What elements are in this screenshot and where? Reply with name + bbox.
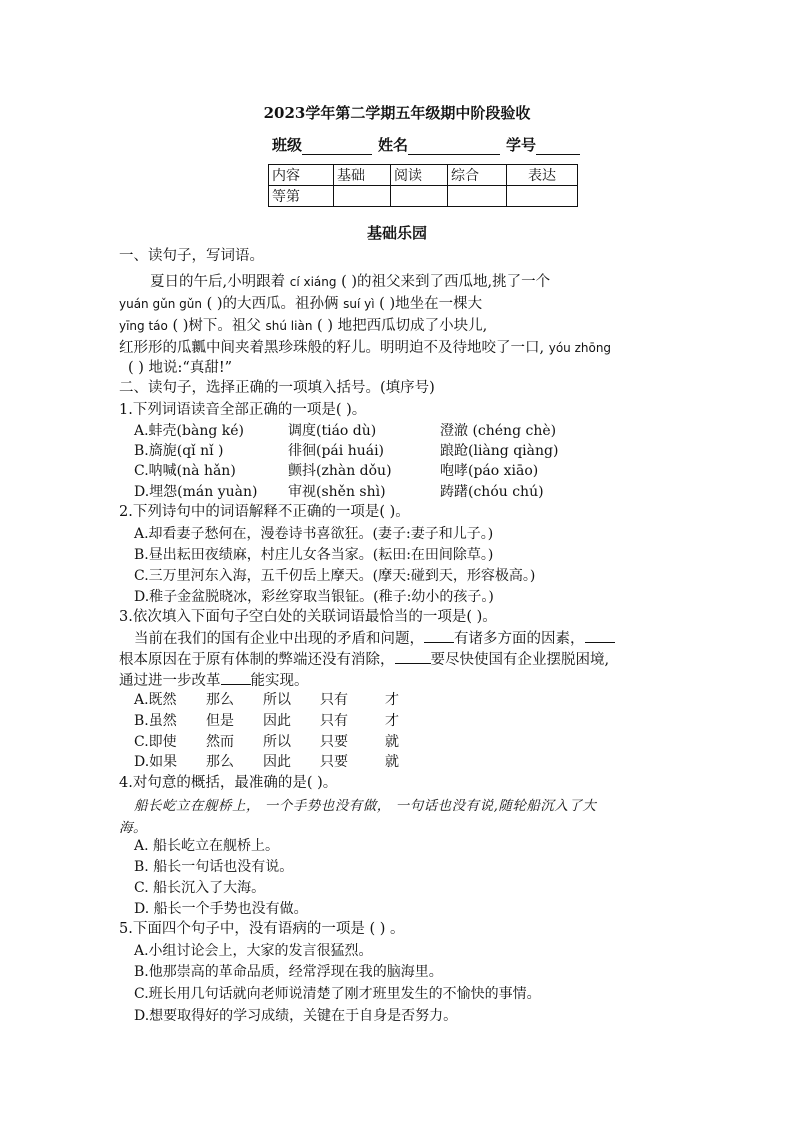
option-A-word-3: 所以 [263,692,291,708]
score-head-cell: 基础 [334,165,391,186]
option-B[interactable]: B.他那崇高的革命品质，经常浮现在我的脑海里。 [134,964,443,980]
answer-blank[interactable]: ( )的大西瓜。祖孙俩 [206,296,339,312]
q2-4-stem: 4.对句意的概括，最准确的是( )。 [119,775,338,791]
option-C-word-3: 所以 [263,734,291,750]
option-B[interactable]: B.昼出耘田夜绩麻，村庄儿女各当家。(耘田:在田间除草。) [134,547,494,563]
option-C[interactable]: C.班长用几句话就向老师说清楚了刚才班里发生的不愉快的事情。 [134,986,541,1002]
q1-line-4: 红形形的瓜瓤中间夹着黑珍珠般的籽儿。明明迫不及待地咬了一口, yóu zhōng [119,340,612,356]
q2-1-stem: 1.下列词语读音全部正确的一项是( )。 [119,402,367,418]
q1-line-2 [119,294,482,314]
option-B-word-5: 才 [385,713,399,729]
option-D-word-3: 因此 [263,754,291,770]
option-D[interactable]: D.想要取得好的学习成绩，关键在于自身是否努力。 [134,1008,458,1024]
fill-blank[interactable] [424,628,454,643]
pinyin: yóu zhōng [548,341,612,355]
score-head-cell: 综合 [448,165,507,186]
q2-3-passage-line-3: 通过进一步改革 能实现。 [119,670,309,691]
pinyin: yuán gǔn gǔn [119,297,202,311]
option-A-word-2: 调度(tiáo dù) [288,423,377,439]
pinyin: shú liàn [265,319,313,333]
option-A[interactable]: A.小组讨论会上，大家的发言很猛烈。 [134,943,373,959]
pinyin: yīng táo [119,319,168,333]
q2-4-quote-line-2: 海。 [119,820,147,836]
q2-4-quote-line-1: 船长屹立在舰桥上， 一个手势也没有做， 一句话也没有说,随轮船沉入了大 [134,798,597,814]
option-D-word-2: 审视(shěn shì) [288,484,386,500]
q2-3-passage-line-1: 当前在我们的国有企业中出现的矛盾和问题， 有诸多方面的因素， [134,628,615,649]
class-blank[interactable] [302,138,372,155]
option-D[interactable]: D.稚子金盆脱晓冰，彩丝穿取当银钲。(稚子:幼小的孩子。) [134,589,494,605]
score-head-cell: 内容 [269,165,334,186]
student-info-row [272,134,586,155]
option-C-word-2: 颤抖(zhàn dǒu) [288,463,392,479]
answer-blank[interactable]: ( )地坐在一棵大 [379,296,483,312]
option-A-word-1[interactable]: A.蚌壳(bàng ké) [134,423,244,439]
option-A-word-5: 才 [385,692,399,708]
option-A-word-3: 澄澈 (chéng chè) [440,423,557,439]
option-B-word-3: 踉跄(liàng qiàng) [440,443,559,459]
class-label: 班级 [272,136,303,154]
option-A[interactable]: A.却看妻子愁何在，漫卷诗书喜欲狂。(妻子:妻子和儿子。) [134,526,494,542]
grade-cell[interactable] [391,186,448,207]
pinyin: suí yì [343,297,375,311]
answer-blank[interactable]: ( ) 地把西瓜切成了小块儿, [317,318,488,334]
grade-cell[interactable] [334,186,391,207]
id-blank[interactable] [536,138,580,155]
fill-blank[interactable] [221,670,251,685]
option-D-word-3: 踌躇(chóu chú) [440,484,544,500]
option-D[interactable]: D. 船长一个手势也没有做。 [134,901,308,917]
option-D-word-4: 只要 [320,754,348,770]
option-C[interactable]: C.三万里河东入海，五千仞岳上摩天。(摩天:碰到天，形容极高。) [134,568,536,584]
grade-cell[interactable] [507,186,578,207]
exam-title: 2023学年第二学期五年级期中阶段验收 [263,104,531,122]
section-title: 基础乐园 [366,224,427,242]
option-C[interactable]: C. 船长沉入了大海。 [134,880,266,896]
option-C-word-1[interactable]: C.呐喊(nà hǎn) [134,463,236,479]
id-label: 学号 [506,136,537,154]
score-head-cell: 阅读 [391,165,448,186]
pinyin: cí xiáng [289,275,337,289]
name-label: 姓名 [378,136,409,154]
option-D-word-1[interactable]: D.埋怨(mán yuàn) [134,484,258,500]
score-table-grade-row [269,186,578,207]
grade-cell[interactable] [448,186,507,207]
answer-blank[interactable]: ( )的祖父来到了西瓜地,挑了一个 [341,274,551,290]
score-head-cell: 表达 [507,165,578,186]
option-D-word-5: 就 [385,754,399,770]
q2-2-stem: 2.下列诗句中的词语解释不正确的一项是( )。 [119,504,410,520]
q2-3-passage-line-2: 根本原因在于原有体制的弊端还没有消除， 要尽快使国有企业摆脱困境, [119,649,609,670]
q1-line-3 [119,316,487,336]
q1-title: 一、读句子，写词语。 [119,248,264,264]
option-A-word-4: 只有 [320,692,348,708]
option-B-word-2: 徘徊(pái huái) [288,443,385,459]
option-C-word-4: 只要 [320,734,348,750]
option-B-word-2: 但是 [206,713,234,729]
fill-blank[interactable] [585,628,615,643]
option-A[interactable]: A. 船长屹立在舰桥上。 [134,838,280,854]
option-A-word-1[interactable]: A.既然 [134,692,177,708]
q2-3-stem: 3.依次填入下面句子空白处的关联词语最恰当的一项是( )。 [119,609,497,625]
option-B-word-1[interactable]: B.虽然 [134,713,177,729]
name-blank[interactable] [408,138,500,155]
option-B-word-4: 只有 [320,713,348,729]
q2-title: 二、读句子，选择正确的一项填入括号。(填序号) [119,380,435,396]
q1-line-5[interactable]: ( ) 地说:“真甜!” [128,360,233,376]
score-table [268,164,578,207]
grade-row-label: 等第 [269,186,334,207]
option-C-word-3: 咆哮(páo xiāo) [440,463,539,479]
option-B-word-1[interactable]: B.旖旎(qǐ nǐ ) [134,443,224,459]
fill-blank[interactable] [395,649,431,664]
q2-5-stem: 5.下面四个句子中，没有语病的一项是 ( ) 。 [119,921,405,937]
option-B-word-3: 因此 [263,713,291,729]
option-C-word-5: 就 [385,734,399,750]
answer-blank[interactable]: ( )树下。祖父 [172,318,261,334]
option-B[interactable]: B. 船长一句话也没有说。 [134,859,294,875]
option-D-word-1[interactable]: D.如果 [134,754,178,770]
q1-line-1: 夏日的午后,小明跟着 cí xiáng ( )的祖父来到了西瓜地,挑了一个 [150,274,551,290]
option-D-word-2: 那么 [206,754,234,770]
option-C-word-2: 然而 [206,734,234,750]
score-table-header-row [269,165,578,186]
option-A-word-2: 那么 [206,692,234,708]
option-C-word-1[interactable]: C.即使 [134,734,177,750]
